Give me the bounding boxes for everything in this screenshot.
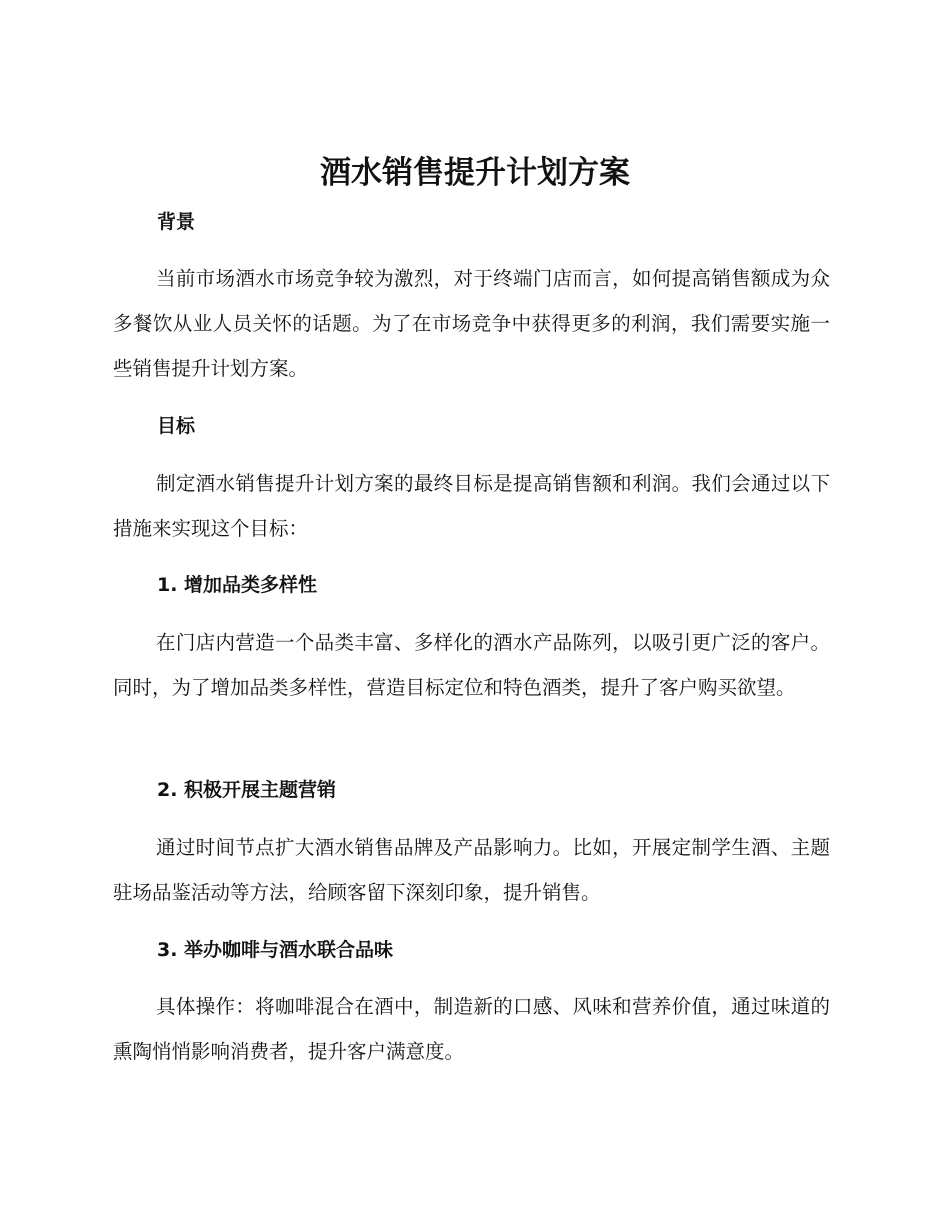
section-heading-background: 背景 [157,211,196,233]
section-body-item-1: 在门店内营造一个品类丰富、多样化的酒水产品陈列，以吸引更广泛的客户。同时，为了增加品类多样性，营造目标定位和特色酒类，提升了客户购买欲望。 [113,631,830,699]
section-body-item-2: 通过时间节点扩大酒水销售品牌及产品影响力。比如，开展定制学生酒、主题驻场品鉴活动等方法，给顾客留下深刻印象，提升销售。 [113,836,830,904]
section-body-item-3: 具体操作：将咖啡混合在酒中，制造新的口感、风味和营养价值，通过味道的熏陶悄悄影响消费者，提升客户满意度。 [113,995,830,1063]
section-body-background: 当前市场酒水市场竞争较为激烈，对于终端门店而言，如何提高销售额成为众多餐饮从业人员关怀的话题。为了在市场竞争中获得更多的利润，我们需要实施一些销售提升计划方案。 [113,267,830,380]
section-heading-goal: 目标 [157,415,196,437]
document-title: 酒水销售提升计划方案 [320,155,630,191]
section-heading-item-2: 2. 积极开展主题营销 [157,779,337,801]
section-heading-item-1: 1. 增加品类多样性 [157,574,318,596]
section-heading-item-3: 3. 举办咖啡与酒水联合品味 [157,939,394,961]
section-body-goal: 制定酒水销售提升计划方案的最终目标是提高销售额和利润。我们会通过以下措施来实现这个目标： [113,472,830,540]
